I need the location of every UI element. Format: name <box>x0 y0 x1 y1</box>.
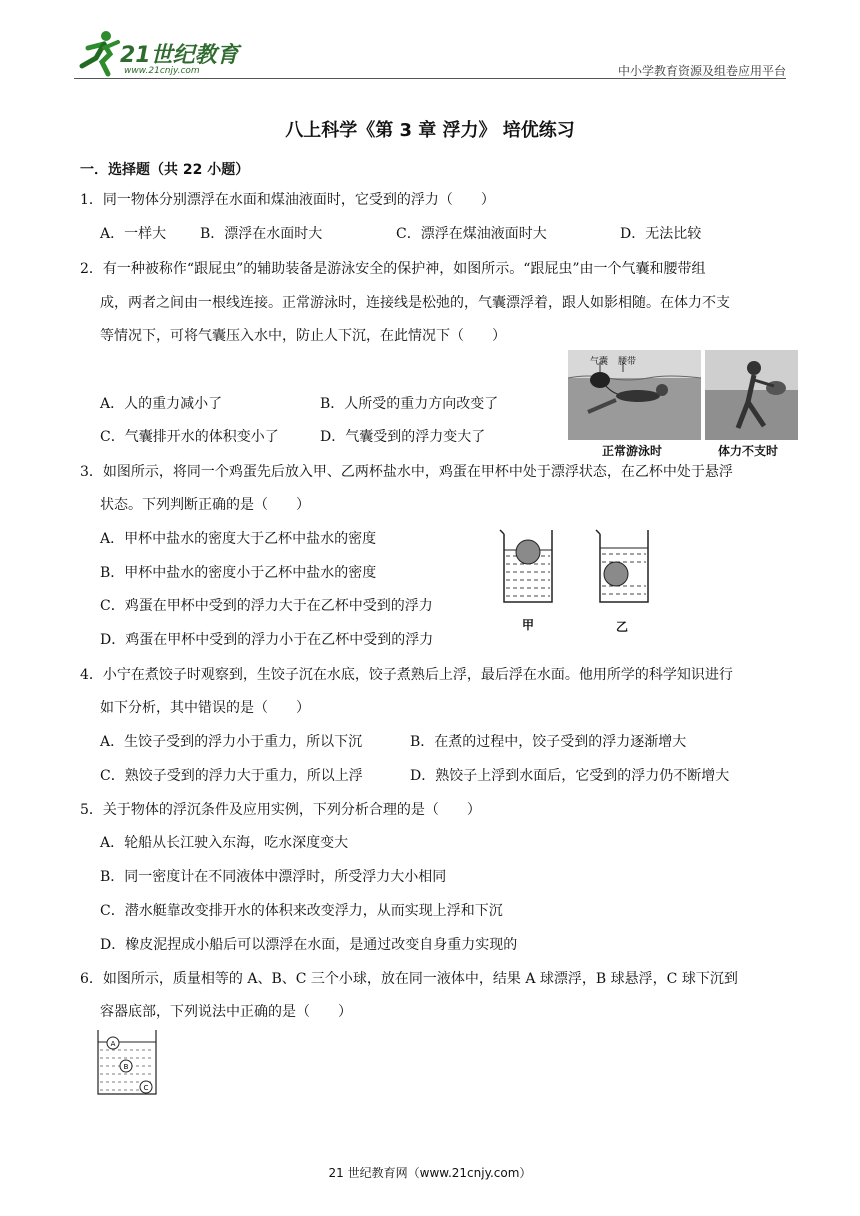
airbag-label: 气囊 <box>590 357 609 367</box>
caption-normal-swimming: 正常游泳时 <box>602 444 663 458</box>
page-header <box>74 28 786 80</box>
question-4-stem-line1: 4．小宁在煮饺子时观察到，生饺子沉在水底，饺子煮熟后上浮，最后浮在水面。他用所学的科学知识进行 <box>80 667 733 683</box>
belt-label: 腰带 <box>618 357 637 367</box>
site-logo <box>74 28 254 80</box>
caption-exhausted: 体力不支时 <box>718 444 779 458</box>
q4-option-b: B．在煮的过程中，饺子受到的浮力逐渐增大 <box>410 734 687 750</box>
q3-option-d: D．鸡蛋在甲杯中受到的浮力小于在乙杯中受到的浮力 <box>100 632 434 648</box>
logo-text: 21世纪教育 <box>120 43 239 68</box>
runner-logo-icon <box>74 28 122 78</box>
question-2-stem-line3: 等情况下，可将气囊压入水中，防止人下沉，在此情况下（ ） <box>100 328 506 344</box>
q2-option-d: D．气囊受到的浮力变大了 <box>320 429 486 445</box>
q1-option-b: B．漂浮在水面时大 <box>200 226 323 242</box>
q1-option-d: D．无法比较 <box>620 226 702 242</box>
three-balls-figure <box>96 1028 160 1098</box>
egg-beakers-figure <box>496 528 656 638</box>
question-3-stem-line2: 状态。下列判断正确的是（ ） <box>100 497 310 513</box>
section-heading: 一．选择题（共 22 小题） <box>80 162 250 178</box>
q2-option-a: A．人的重力减小了 <box>100 396 223 412</box>
q4-option-a: A．生饺子受到的浮力小于重力，所以下沉 <box>100 734 363 750</box>
q2-option-c: C．气囊排开水的体积变小了 <box>100 429 279 445</box>
question-4-stem-line2: 如下分析，其中错误的是（ ） <box>100 700 310 716</box>
q5-option-b: B．同一密度计在不同液体中漂浮时，所受浮力大小相同 <box>100 869 447 885</box>
question-6-stem-line1: 6．如图所示，质量相等的 A、B、C 三个小球，放在同一液体中，结果 A 球漂浮，B 球悬浮，C 球下沉到 <box>80 971 738 987</box>
q3-option-c: C．鸡蛋在甲杯中受到的浮力大于在乙杯中受到的浮力 <box>100 598 433 614</box>
three-balls-illustration <box>96 1028 160 1098</box>
q5-option-c: C．潜水艇靠改变排开水的体积来改变浮力，从而实现上浮和下沉 <box>100 903 503 919</box>
q4-option-c: C．熟饺子受到的浮力大于重力，所以上浮 <box>100 768 363 784</box>
swimming-figure <box>568 350 798 460</box>
header-divider <box>74 78 786 79</box>
question-2-stem-line1: 2．有一种被称作“跟屁虫”的辅助装备是游泳安全的保护神，如图所示。“跟屁虫”由一个气囊和腰带组 <box>80 261 706 277</box>
beaker-label-yi: 乙 <box>616 620 629 634</box>
ball-c-label: C <box>143 1084 149 1092</box>
q5-option-a: A．轮船从长江驶入东海，吃水深度变大 <box>100 835 349 851</box>
page-footer: 21 世纪教育网（www.21cnjy.com） <box>328 1166 532 1180</box>
logo-url: www.21cnjy.com <box>124 66 200 76</box>
q1-option-a: A．一样大 <box>100 226 167 242</box>
question-6-stem-line2: 容器底部，下列说法中正确的是（ ） <box>100 1004 352 1020</box>
q1-option-c: C．漂浮在煤油液面时大 <box>396 226 547 242</box>
beakers-illustration <box>496 528 656 610</box>
question-1-stem: 1．同一物体分别漂浮在水面和煤油液面时，它受到的浮力（ ） <box>80 192 495 208</box>
question-3-stem-line1: 3．如图所示，将同一个鸡蛋先后放入甲、乙两杯盐水中，鸡蛋在甲杯中处于漂浮状态，在乙杯中处于悬浮 <box>80 464 733 480</box>
ball-a-label: A <box>110 1040 116 1048</box>
q3-option-a: A．甲杯中盐水的密度大于乙杯中盐水的密度 <box>100 531 377 547</box>
page-title: 八上科学《第 3 章 浮力》 培优练习 <box>285 120 575 141</box>
beaker-label-jia: 甲 <box>522 618 535 632</box>
platform-name: 中小学教育资源及组卷应用平台 <box>617 64 786 78</box>
q3-option-b: B．甲杯中盐水的密度小于乙杯中盐水的密度 <box>100 565 377 581</box>
question-2-stem-line2: 成，两者之间由一根线连接。正常游泳时，连接线是松弛的，气囊漂浮着，跟人如影相随。在体力不支 <box>100 295 730 311</box>
q4-option-d: D．熟饺子上浮到水面后，它受到的浮力仍不断增大 <box>410 768 730 784</box>
q5-option-d: D．橡皮泥捏成小船后可以漂浮在水面，是通过改变自身重力实现的 <box>100 937 518 953</box>
question-5-stem: 5．关于物体的浮沉条件及应用实例，下列分析合理的是（ ） <box>80 802 481 818</box>
ball-b-label: B <box>123 1063 129 1071</box>
q2-option-b: B．人所受的重力方向改变了 <box>320 396 499 412</box>
